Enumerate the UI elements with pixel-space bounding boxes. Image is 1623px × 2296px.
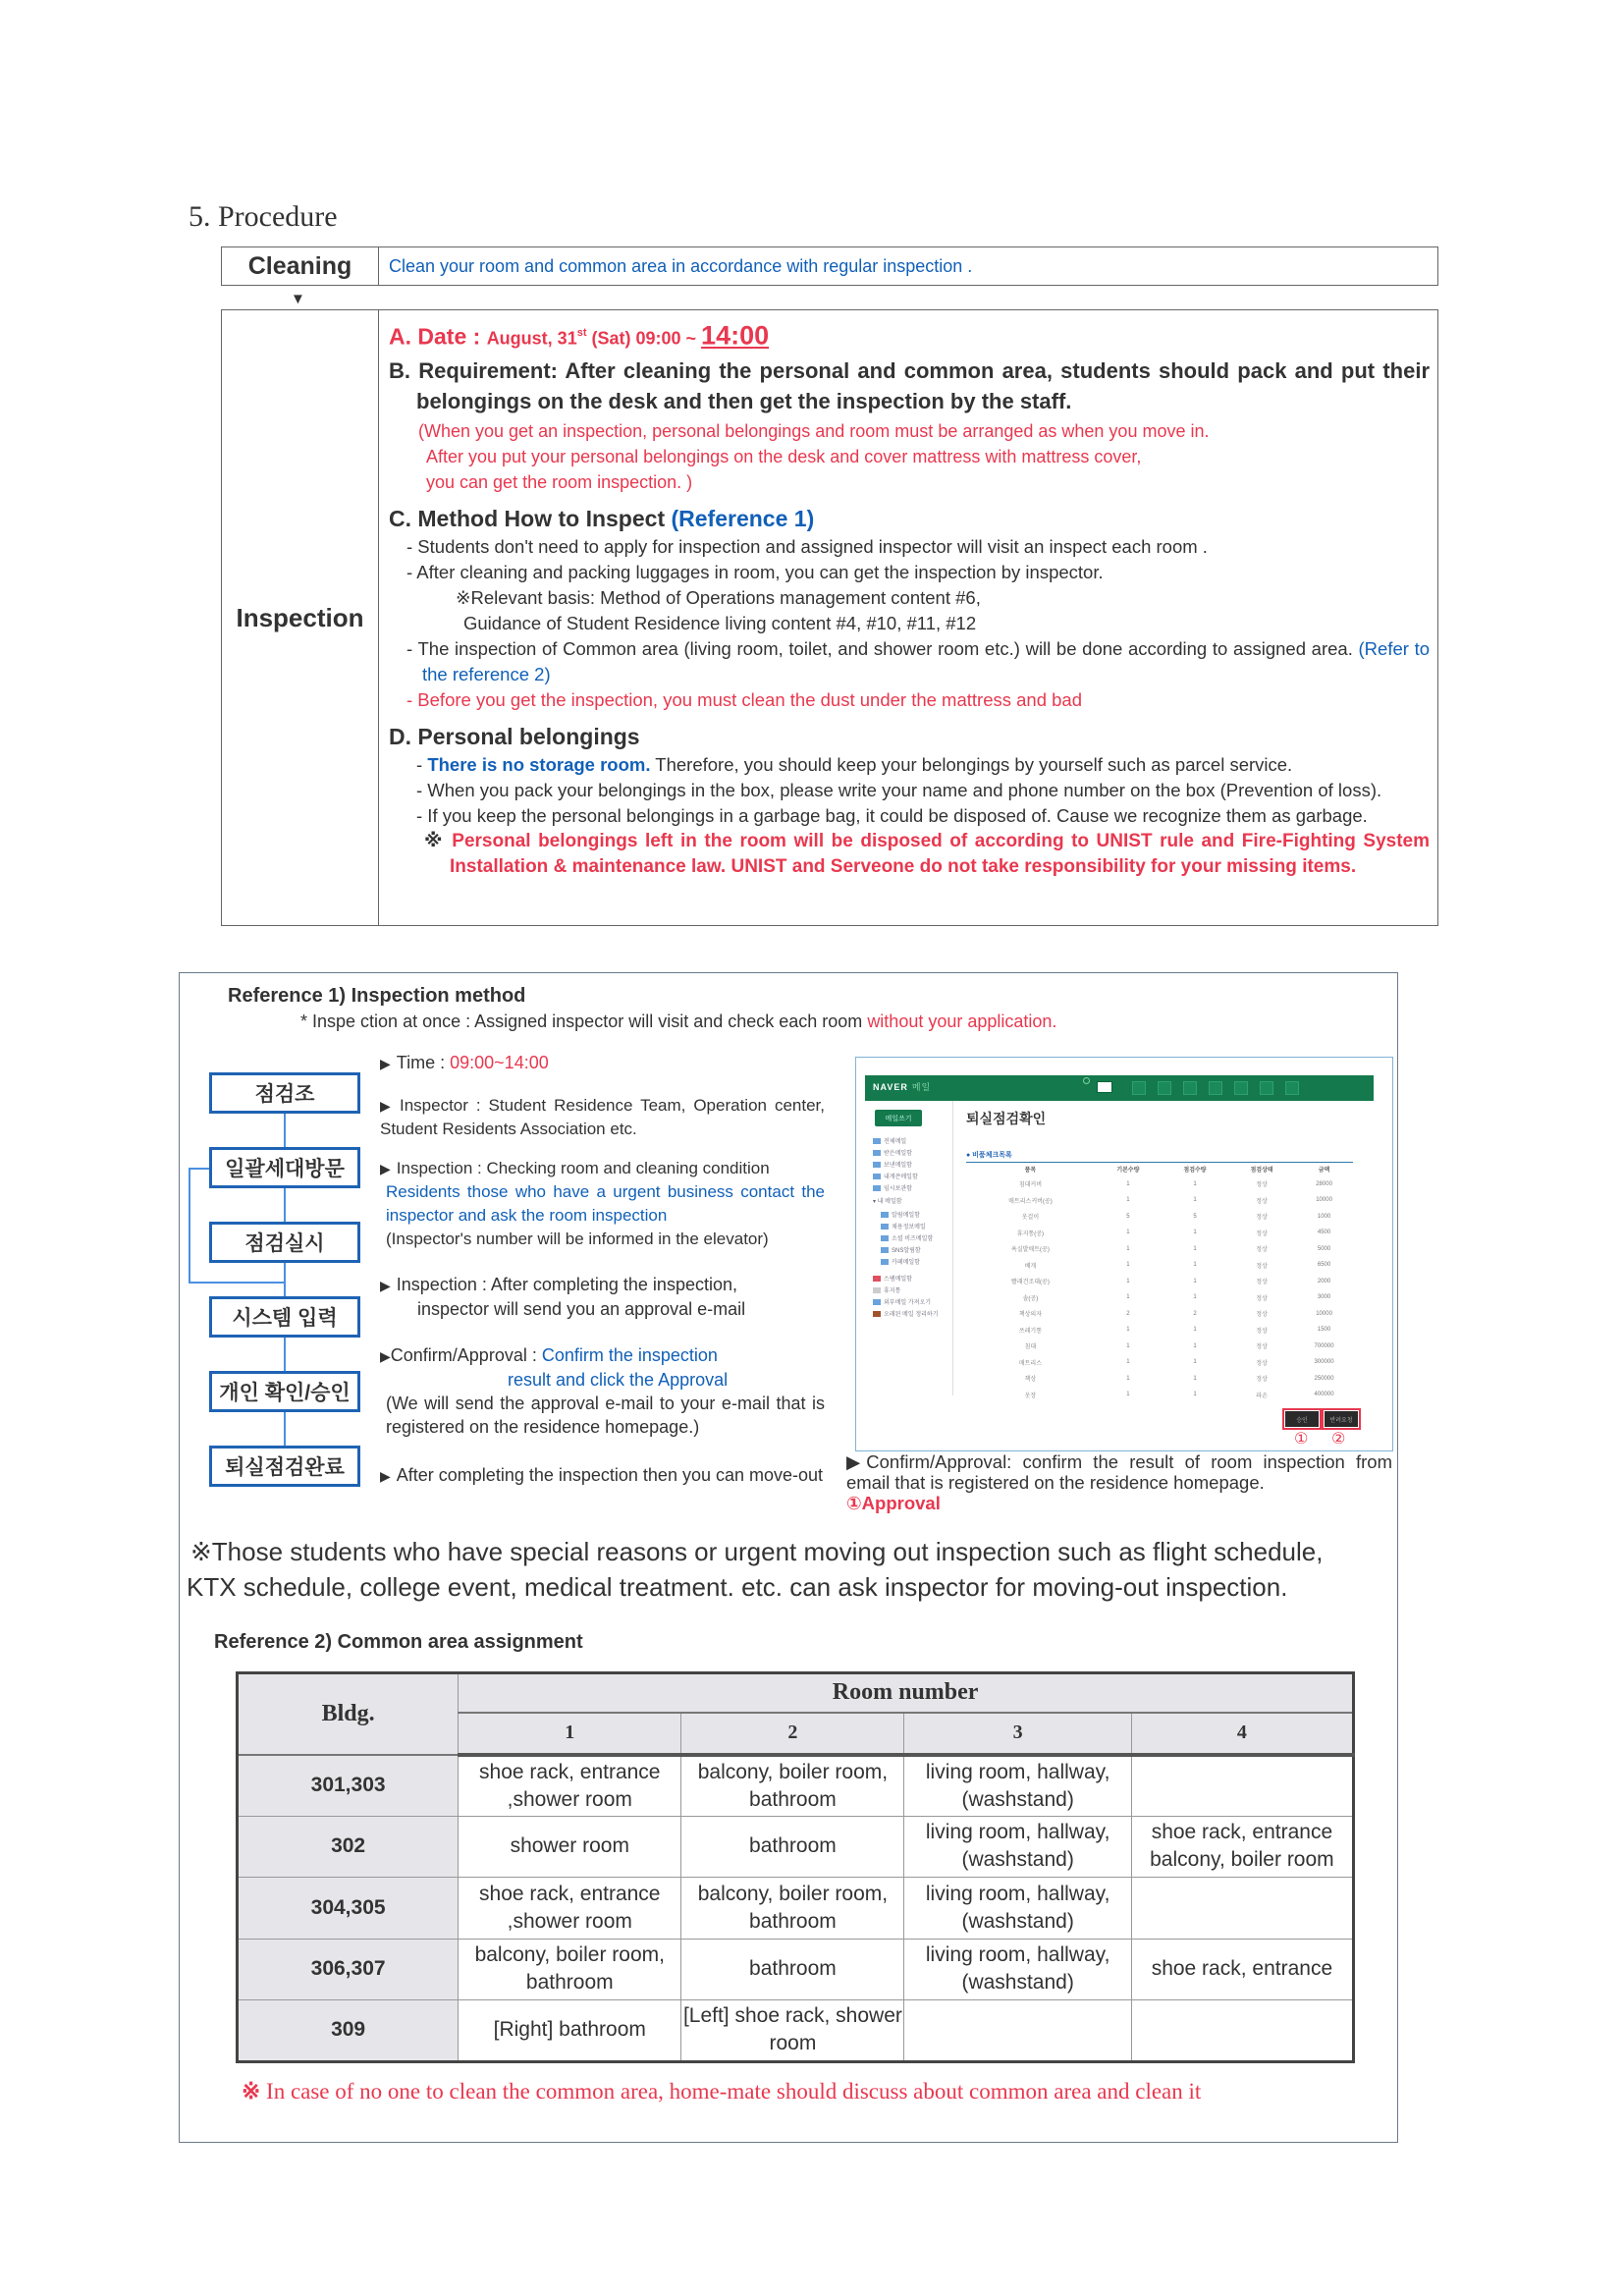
table-row: [238, 1755, 1354, 1817]
folder-icon: [873, 1185, 881, 1191]
table-cell: 정상: [1256, 1295, 1268, 1302]
table-cell: 1: [1193, 1375, 1197, 1382]
time-item: [380, 1051, 825, 1075]
room-number-header: Room number: [459, 1673, 1354, 1713]
table-cell: 1: [1193, 1327, 1197, 1334]
loop-line: [189, 1168, 209, 1170]
folder-icon: [881, 1247, 889, 1253]
caption-approval: ①Approval: [846, 1493, 941, 1513]
date-heading: [389, 316, 1430, 355]
folder-icon: [873, 1299, 881, 1305]
room-column-header: 4: [1131, 1713, 1353, 1755]
table-cell: shoe rack, entrance: [1131, 1939, 1353, 2000]
reference1-title: Reference 1) Inspection method: [228, 985, 526, 1007]
screenshot-caption: [846, 1451, 1392, 1513]
reference1-subtitle: [300, 1011, 1056, 1032]
table-row: [966, 1225, 1353, 1241]
sidebar-item[interactable]: 받은메일함: [873, 1148, 912, 1157]
table-cell: bathroom: [681, 1816, 904, 1878]
table-cell: 1: [1126, 1294, 1130, 1301]
confirm-blue-b: result and click the Approval: [508, 1370, 729, 1390]
confirm-blue-a: Confirm the inspection: [541, 1345, 718, 1365]
inspector-item: [380, 1094, 825, 1141]
column-header: 기본수량: [1116, 1168, 1140, 1175]
requirement-heading: B. Requirement: After cleaning the personal and common area, students should pack and put their belongings on the desk and then get the inspection by the staff.: [389, 357, 1430, 413]
bldg-cell: 302: [238, 1816, 459, 1878]
table-cell: 2000: [1317, 1278, 1331, 1285]
header-tab-icon: [1183, 1081, 1197, 1095]
table-cell: 250000: [1314, 1375, 1334, 1382]
table-cell: 1: [1126, 1245, 1130, 1252]
section-title: 5. Procedure: [189, 200, 338, 233]
inspection1-text: Inspection : Checking room and cleaning condition: [396, 1159, 770, 1177]
bottom-note: [242, 2079, 1201, 2105]
table-cell: 정상: [1256, 1360, 1268, 1367]
table-cell: 300000: [1314, 1359, 1334, 1366]
write-mail-button[interactable]: 메일쓰기: [875, 1110, 922, 1126]
table-cell: 5000: [1317, 1245, 1331, 1252]
triangle-right-icon: ▶: [380, 1348, 391, 1364]
inventory-table-body: [966, 1176, 1353, 1403]
reference1-subtitle-red: without your application.: [867, 1011, 1057, 1031]
header-tab-icon: [1209, 1081, 1222, 1095]
sidebar-item[interactable]: 오래된 메일 정리하기: [873, 1309, 939, 1318]
special-reasons-note: [187, 1534, 1388, 1605]
special-note-line: ※Those students who have special reasons or urgent moving out inspection such as flight schedule,: [190, 1537, 1324, 1566]
table-cell: [1131, 1755, 1353, 1817]
table-cell: 1: [1193, 1278, 1197, 1285]
table-cell: 정상: [1256, 1247, 1268, 1254]
inventory-table: [966, 1162, 1353, 1403]
requirement-note: you can get the room inspection. ): [426, 471, 693, 492]
table-cell: 1: [1126, 1342, 1130, 1349]
table-header-row: [238, 1673, 1354, 1713]
folder-icon: [881, 1259, 889, 1265]
table-cell: 쓰레기통: [1018, 1328, 1043, 1335]
bldg-header: Bldg.: [238, 1673, 459, 1755]
folder-icon: [881, 1212, 889, 1218]
table-cell: 매트리스커버(공): [1008, 1198, 1053, 1205]
belongings-warning-text: Personal belongings left in the room will be disposed of according to UNIST rule and Fire-Fighting System Installation & maintenance law. UNIST and Serveone do not take responsibility for your missing items.: [450, 830, 1431, 877]
column-header: 금액: [1318, 1168, 1330, 1175]
inspection2-text-a: Inspection : After completing the inspection,: [396, 1275, 737, 1294]
method-heading: [389, 503, 1430, 534]
table-cell: 6500: [1317, 1262, 1331, 1269]
loop-line: [189, 1282, 285, 1284]
logo-text: NAVER: [873, 1082, 908, 1092]
table-cell: 베개: [1024, 1263, 1037, 1270]
method-bullet: - After cleaning and packing luggages in room, you can get the inspection by inspector.: [406, 561, 1104, 582]
inspection-label: Inspection: [222, 310, 379, 925]
table-cell: 정상: [1256, 1312, 1268, 1319]
flow-step-personal-approval: 개인 확인/승인: [209, 1371, 360, 1412]
table-cell: 28000: [1316, 1180, 1332, 1187]
table-cell: 1: [1193, 1197, 1197, 1204]
time-text: (Sat) 09:00 ~: [586, 328, 702, 349]
table-cell: 3000: [1317, 1294, 1331, 1301]
belongings-bullet: - If you keep the personal belongings in a garbage bag, it could be disposed of. Cause we recognize them as garbage.: [416, 804, 1368, 826]
mail-sidebar: [865, 1101, 953, 1395]
table-cell: 정상: [1256, 1230, 1268, 1237]
table-cell: [1131, 1878, 1353, 1940]
room-column-header: 1: [459, 1713, 681, 1755]
moveout-text: After completing the inspection then you can move-out: [396, 1465, 824, 1485]
moveout-item: [380, 1463, 825, 1488]
table-cell: shower room: [459, 1816, 681, 1878]
loop-line: [189, 1168, 190, 1282]
table-cell: 1: [1193, 1392, 1197, 1398]
arrow-down-icon: ▼: [291, 291, 305, 307]
request-reject-button[interactable]: 반려요청: [1325, 1411, 1358, 1427]
triangle-right-icon: ▶: [380, 1098, 394, 1114]
sidebar-item[interactable]: 전체메일: [873, 1136, 906, 1145]
requirement-notes: [389, 418, 1430, 495]
flow-step-inspection: 점검실시: [209, 1222, 360, 1263]
table-cell: 1: [1193, 1230, 1197, 1236]
logo-sub: 메일: [911, 1082, 932, 1092]
table-cell: balcony, boiler room, bathroom: [681, 1878, 904, 1940]
table-cell: 휴지통(공): [1016, 1230, 1045, 1237]
special-note-line: KTX schedule, college event, medical treatment. etc. can ask inspector for moving-out inspection.: [187, 1572, 1288, 1602]
table-cell: 1: [1193, 1180, 1197, 1187]
reference-mark-icon: ※: [424, 830, 453, 851]
time-label: Time :: [396, 1053, 451, 1072]
flow-step-inspection-team: 점검조: [209, 1072, 360, 1114]
table-cell: 침대커버: [1018, 1182, 1043, 1189]
caption-text: ▶Confirm/Approval: confirm the result of room inspection from email that is registered on the residence homepage.: [846, 1451, 1392, 1493]
reference1-subtitle-text: * Inspe ction at once : Assigned inspector will visit and check each room: [300, 1011, 868, 1031]
table-cell: [Right] bathroom: [459, 2000, 681, 2062]
naver-mail-screenshot: [855, 1057, 1393, 1451]
common-area-bullet: [397, 636, 1430, 687]
table-cell: 1: [1126, 1375, 1130, 1382]
table-cell: 1500: [1317, 1327, 1331, 1334]
storage-bold: There is no storage room.: [427, 753, 651, 775]
spam-folder-icon: [873, 1276, 881, 1282]
table-cell: shoe rack, entrance ,shower room: [459, 1755, 681, 1817]
storage-rest: Therefore, you should keep your belongings by yourself such as parcel service.: [650, 753, 1293, 775]
sidebar-item[interactable]: 내게쓴메일함: [873, 1172, 918, 1180]
sidebar-item[interactable]: 알림메일함: [881, 1210, 920, 1219]
table-row: [966, 1257, 1353, 1274]
table-cell: 1: [1126, 1327, 1130, 1334]
reference2-title: Reference 2) Common area assignment: [214, 1631, 583, 1653]
confirm-note: (We will send the approval e-mail to your e-mail that is registered on the residence homepage.): [386, 1394, 825, 1437]
reference-mark-icon: ※: [242, 2079, 261, 2104]
table-cell: 1: [1126, 1197, 1130, 1204]
sidebar-item[interactable]: 카페메일함: [881, 1257, 920, 1266]
basis-note: Guidance of Student Residence living content #4, #10, #11, #12: [463, 612, 977, 633]
table-cell: 빨래건조대(공): [1011, 1280, 1050, 1286]
table-header-row: [966, 1163, 1353, 1176]
table-cell: 정상: [1256, 1328, 1268, 1335]
table-row: [966, 1274, 1353, 1290]
sidebar-item[interactable]: 휴지통: [873, 1285, 900, 1294]
table-cell: shoe rack, entrance balcony, boiler room: [1131, 1816, 1353, 1878]
column-header: 점검수량: [1183, 1168, 1207, 1175]
confirm-item: [380, 1343, 825, 1439]
common-area-ref: (Refer to the reference 2): [422, 637, 1431, 684]
cleaning-description: Clean your room and common area in accordance with regular inspection .: [389, 255, 973, 276]
table-cell: 1: [1126, 1230, 1130, 1236]
table-cell: 1: [1193, 1342, 1197, 1349]
sidebar-item[interactable]: 소셜 비즈메일함: [881, 1233, 933, 1242]
bldg-cell: 304,305: [238, 1878, 459, 1940]
flow-step-system-input: 시스템 입력: [209, 1296, 360, 1338]
notification-icon: [1083, 1077, 1090, 1084]
confirm-label: Confirm/Approval :: [390, 1345, 542, 1365]
table-cell: 700000: [1314, 1342, 1334, 1349]
triangle-right-icon: ▶: [380, 1468, 391, 1484]
bldg-cell: 301,303: [238, 1755, 459, 1817]
cleaning-row: [221, 246, 1438, 286]
table-cell: [904, 2000, 1131, 2062]
cleanup-icon: [873, 1311, 881, 1317]
table-row: [238, 1878, 1354, 1940]
header-tab-icon: [1285, 1081, 1299, 1095]
table-row: [238, 1939, 1354, 2000]
table-cell: 1: [1126, 1392, 1130, 1398]
table-cell: 책상의자: [1018, 1312, 1043, 1319]
checkout-inspection-title: 퇴실점검확인: [966, 1111, 1047, 1126]
flow-step-complete: 퇴실점검완료: [209, 1446, 360, 1487]
table-cell: balcony, boiler room, bathroom: [681, 1755, 904, 1817]
table-cell: 욕실발매트(공): [1011, 1247, 1050, 1254]
table-cell: 1: [1193, 1245, 1197, 1252]
common-area-table: [236, 1671, 1355, 2063]
sidebar-item[interactable]: 보낸메일함: [873, 1160, 912, 1169]
method-heading-ref: (Reference 1): [671, 505, 815, 531]
cleaning-label: Cleaning: [222, 247, 379, 285]
folder-icon: [881, 1224, 889, 1230]
table-row: [966, 1289, 1353, 1306]
table-row: [966, 1209, 1353, 1226]
table-cell: 정상: [1256, 1198, 1268, 1205]
table-cell: [Left] shoe rack, shower room: [681, 2000, 904, 2062]
bldg-cell: 306,307: [238, 1939, 459, 2000]
sidebar-item[interactable]: 임시보관함: [873, 1183, 912, 1192]
table-cell: bathroom: [681, 1939, 904, 2000]
table-cell: 1: [1193, 1359, 1197, 1366]
table-cell: 책상: [1024, 1377, 1037, 1384]
basis-note: ※Relevant basis: Method of Operations management content #6,: [456, 586, 981, 608]
table-cell: 4500: [1317, 1230, 1331, 1236]
table-row: [238, 2000, 1354, 2062]
inspection1-note: (Inspector's number will be informed in the elevator): [386, 1230, 769, 1248]
table-cell: 1: [1126, 1359, 1130, 1366]
table-cell: 10000: [1316, 1197, 1332, 1204]
requirement-note: After you put your personal belongings on the desk and cover mattress with mattress cover,: [426, 446, 1142, 466]
inspection-row: [221, 309, 1438, 926]
triangle-right-icon: ▶: [380, 1056, 391, 1071]
inspection1-blue: Residents those who have a urgent business contact the inspector and ask the room inspection: [386, 1182, 825, 1225]
inspection-item-2: [380, 1273, 825, 1321]
table-cell: 1: [1193, 1262, 1197, 1269]
sidebar-item[interactable]: 채용정보메일: [881, 1222, 926, 1230]
table-cell: 1: [1193, 1294, 1197, 1301]
table-row: [966, 1306, 1353, 1323]
table-row: [966, 1354, 1353, 1371]
table-row: [966, 1192, 1353, 1209]
folder-icon: [873, 1174, 881, 1179]
table-row: [966, 1371, 1353, 1388]
table-cell: balcony, boiler room, bathroom: [459, 1939, 681, 2000]
date-text: August, 31: [486, 328, 577, 349]
header-tab-icon: [1260, 1081, 1273, 1095]
common-area-text: - The inspection of Common area (living room, toilet, and shower room etc.) will be done according to assigned area.: [406, 637, 1359, 659]
room-column-header: 3: [904, 1713, 1131, 1755]
table-cell: 1000: [1317, 1213, 1331, 1220]
table-cell: 400000: [1314, 1392, 1334, 1398]
column-header: 점검상태: [1250, 1168, 1273, 1175]
table-cell: shoe rack, entrance ,shower room: [459, 1878, 681, 1940]
circled-number-1: ①: [1294, 1431, 1309, 1448]
table-cell: 정상: [1256, 1344, 1268, 1351]
mail-header-bar: [865, 1075, 1374, 1101]
table-cell: 정상: [1256, 1263, 1268, 1270]
header-tab-icon: [1158, 1081, 1171, 1095]
table-cell: 매트리스: [1018, 1360, 1043, 1367]
circled-number-2: ②: [1331, 1431, 1346, 1448]
triangle-right-icon: ▶: [380, 1278, 391, 1293]
sidebar-item[interactable]: 스팸메일함: [873, 1274, 912, 1283]
end-time: 14:00: [701, 320, 770, 351]
table-cell: 정상: [1256, 1280, 1268, 1286]
table-cell: 파손: [1256, 1393, 1268, 1399]
time-value: 09:00~14:00: [450, 1053, 549, 1072]
table-cell: living room, hallway,(washstand): [904, 1816, 1131, 1878]
flow-step-batch-visit: 일괄세대방문: [209, 1147, 360, 1188]
table-cell: 정상: [1256, 1215, 1268, 1222]
table-row: [238, 1816, 1354, 1878]
table-cell: 2: [1126, 1310, 1130, 1317]
folder-icon: [873, 1162, 881, 1168]
folder-icon: [881, 1235, 889, 1241]
table-cell: 옷장: [1024, 1393, 1037, 1399]
folder-icon: [873, 1150, 881, 1156]
table-row: [966, 1176, 1353, 1193]
room-column-header: 2: [681, 1713, 904, 1755]
table-row: [966, 1339, 1353, 1355]
bottom-note-text: In case of no one to clean the common area, home-mate should discuss about common area and clean it: [260, 2079, 1202, 2104]
table-cell: 2: [1193, 1310, 1197, 1317]
table-cell: 1: [1126, 1180, 1130, 1187]
table-cell: [1131, 2000, 1353, 2062]
table-cell: 침대: [1024, 1344, 1037, 1351]
bldg-cell: 309: [238, 2000, 459, 2062]
method-bullet: - Students don't need to apply for inspection and assigned inspector will visit an inspect each room .: [406, 535, 1208, 557]
table-row: [966, 1241, 1353, 1258]
mail-icon: [1097, 1081, 1112, 1093]
approve-button[interactable]: 승인: [1285, 1411, 1319, 1427]
table-cell: 옷걸이: [1021, 1215, 1040, 1222]
method-heading-text: C. Method How to Inspect: [389, 505, 672, 531]
table-cell: 정상: [1256, 1377, 1268, 1384]
table-cell: 5: [1193, 1213, 1197, 1220]
inspection-content: [379, 310, 1437, 925]
table-cell: living room, hallway,(washstand): [904, 1755, 1131, 1817]
table-row: [966, 1387, 1353, 1403]
sidebar-item[interactable]: ▾ 내 메일함: [873, 1199, 902, 1205]
table-row: [966, 1322, 1353, 1339]
table-cell: 1: [1126, 1278, 1130, 1285]
trash-icon: [873, 1287, 881, 1293]
date-sup: st: [576, 327, 587, 339]
table-cell: 정상: [1256, 1182, 1268, 1189]
belongings-bullet: - When you pack your belongings in the box, please write your name and phone number on the box (Prevention of loss).: [416, 779, 1382, 800]
belongings-warning: [406, 829, 1430, 880]
bullet-dash: -: [416, 753, 428, 775]
header-tab-icon: [1132, 1081, 1146, 1095]
belongings-heading: D. Personal belongings: [389, 723, 640, 749]
sidebar-item[interactable]: SNS알림함: [881, 1245, 921, 1254]
column-header: 품목: [1024, 1168, 1037, 1175]
sidebar-item[interactable]: 외부메일 가져오기: [873, 1297, 931, 1306]
folder-icon: [873, 1138, 881, 1144]
inspection-item-1: [380, 1157, 825, 1251]
mattress-warning: - Before you get the inspection, you must clean the dust under the mattress and bad: [406, 688, 1082, 710]
requirement-note: (When you get an inspection, personal belongings and room must be arranged as when you move in.: [418, 420, 1210, 441]
storage-bullet: [406, 752, 1430, 778]
naver-logo: [873, 1080, 931, 1093]
table-cell: 1: [1126, 1262, 1130, 1269]
table-cell: living room, hallway,(washstand): [904, 1878, 1131, 1940]
table-cell: 솔(공): [1022, 1295, 1039, 1302]
triangle-right-icon: ▶: [380, 1161, 391, 1176]
inspector-text: Inspector : Student Residence Team, Operation center, Student Residents Association etc.: [380, 1096, 825, 1138]
checklist-section-label: ● 비품체크목록: [966, 1152, 1012, 1159]
table-cell: 10000: [1316, 1310, 1332, 1317]
header-tab-icon: [1234, 1081, 1248, 1095]
date-prefix: A. Date :: [389, 323, 487, 350]
table-cell: 5: [1126, 1213, 1130, 1220]
inspection2-text-b: inspector will send you an approval e-mail: [417, 1299, 746, 1319]
table-cell: living room, hallway,(washstand): [904, 1939, 1131, 2000]
